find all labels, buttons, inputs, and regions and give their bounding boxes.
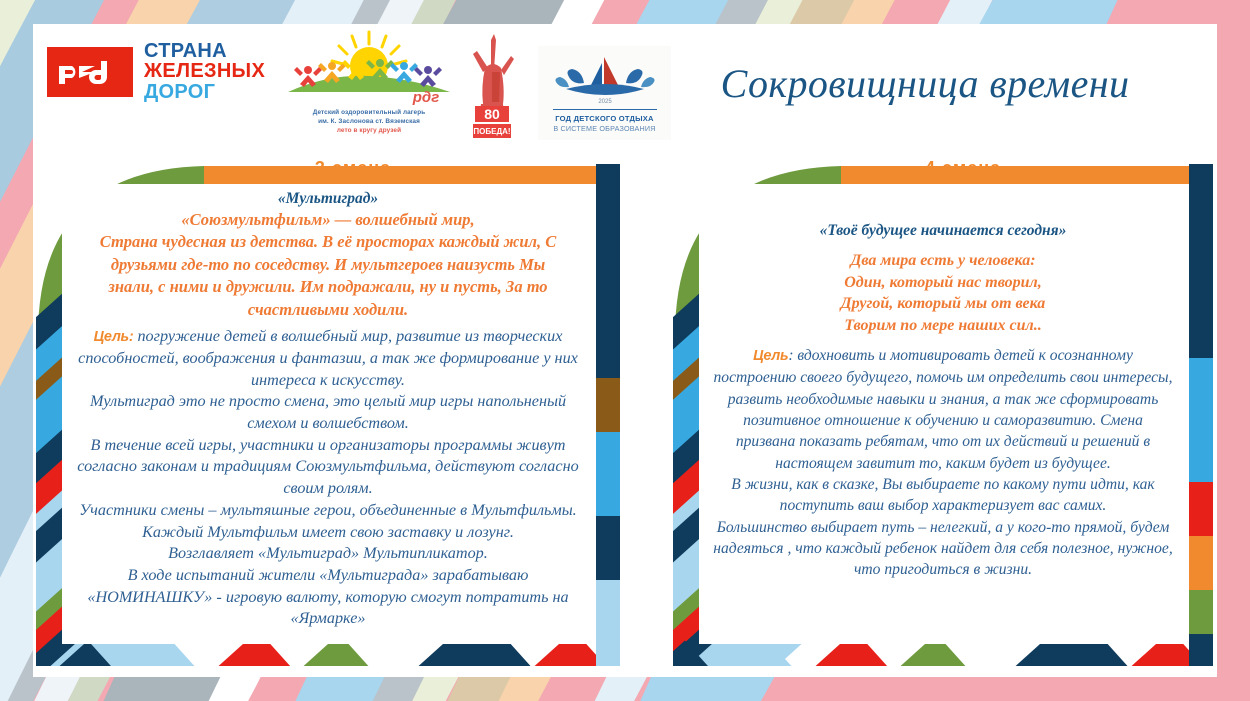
goal-text: погружение детей в волшебный мир, развитие из творческих способностей, воображения и фантазии, а так же формирование у них интереса к искусству.: [78, 327, 578, 389]
left-paragraph: Мультиград это не просто смена, это целый мир игры напольненый смехом и волшебством.: [89, 392, 567, 432]
year-line-2: В СИСТЕМЕ ОБРАЗОВАНИЯ: [553, 123, 656, 133]
left-poem-line: «Союзмультфильм» — волшебный мир,: [181, 210, 475, 229]
camp-logo: [286, 30, 452, 135]
right-paragraph: Большинство выбирает путь – нелегкий, а у кого-то прямой, будем надеяться , что каждый ребенок найдет для себя полезное, нужное, что пригодиться в жизни.: [713, 518, 1173, 579]
rzd-line-1: СТРАНА: [144, 40, 227, 62]
right-poem-line: Два мира есть у человека:: [850, 252, 1036, 269]
left-poem-line: счастливыми ходили.: [247, 299, 409, 319]
left-paragraph: В течение всей игры, участники и организаторы программы живут согласно законам и традициям Союзмультфильма, действуют согласно своим ролям.: [77, 435, 579, 498]
rzd-logo-icon: [47, 47, 133, 97]
goal-label: Цель: [753, 348, 789, 365]
panel-right-content: [699, 184, 1187, 644]
right-poem-line: Творим по мере наших сил..: [844, 316, 1042, 334]
slide-card: [33, 24, 1217, 677]
right-goal-paragraph: [713, 345, 1173, 474]
camp-line-1: Детский оздоровительный лагерь: [312, 109, 426, 116]
camp-line-2: им. К. Заслонова ст. Вяземская: [318, 118, 420, 126]
right-panel-title: «Твоё будущее начинается сегодня»: [819, 222, 1067, 239]
camp-line-3: лето в кругу друзей: [336, 127, 402, 135]
panel-shift-3: [36, 164, 620, 666]
camp-mark-text: рдг: [412, 89, 440, 106]
victory-number: 80: [484, 106, 500, 122]
rzd-line-3: ДОРОГ: [144, 80, 216, 103]
rzd-logo: [47, 41, 265, 102]
panel-shift-4: [673, 164, 1213, 666]
rzd-line-2: ЖЕЛЕЗНЫХ: [144, 60, 266, 83]
year-divider: [553, 109, 657, 110]
panel-left-content: [62, 184, 594, 644]
year-line-1: ГОД ДЕТСКОГО ОТДЫХА: [555, 113, 654, 123]
page-title: Сокровищница времени: [720, 61, 1130, 106]
victory-80-logo: [461, 32, 523, 144]
left-poem-line: знали, с ними и дружили. Им подражали, ну и пусть, За то: [108, 277, 548, 297]
right-paragraph: В жизни, как в сказке, Вы выбираете по какому пути идти, как поступить ваш выбор характеризует вас самих.: [731, 476, 1155, 515]
victory-caption: ПОБЕДА!: [473, 127, 511, 136]
left-paragraph: Возглавляет «Мультиград» Мультипликатор.: [168, 544, 488, 563]
left-goal-paragraph: [76, 326, 580, 391]
goal-text: : вдохновить и мотивировать детей к осознанному построению своего будущего, помочь им определить свои интересы, развить необходимые навыки и знания, а так же сформировать позитивное отношение к обучению и саморазвитию. Смена призвана показать ребятам, что от их действий и решений в настоящем завитит то, каким будет из будущее.: [713, 347, 1173, 472]
left-paragraph: В ходе испытаний жители «Мультиграда» зарабатываю «НОМИНАШКУ» - игровую валюту, которую смогут потратить на «Ярмарке»: [87, 565, 569, 628]
right-poem-line: Другой, который мы от века: [840, 295, 1046, 313]
left-poem-line: друзьями где-то по соседству. И мультгероев наизусть Мы: [110, 254, 546, 274]
right-poem-line: Один, который нас творил,: [844, 273, 1042, 291]
left-paragraph: Участники смены – мультяшные герои, объединенные в Мультфильмы. Каждый Мультфильм имеет свою заставку и лозунг.: [79, 500, 577, 541]
left-poem-line: Страна чудесная из детства. В её просторах каждый жил, С: [99, 232, 557, 252]
goal-label: Цель:: [93, 329, 134, 346]
motherland-statue-icon: [461, 32, 523, 144]
year-number: 2025: [597, 98, 612, 105]
sun-children-icon: [286, 30, 452, 108]
left-panel-title: «Мультиград»: [277, 190, 379, 207]
header-logos: [33, 24, 1217, 152]
